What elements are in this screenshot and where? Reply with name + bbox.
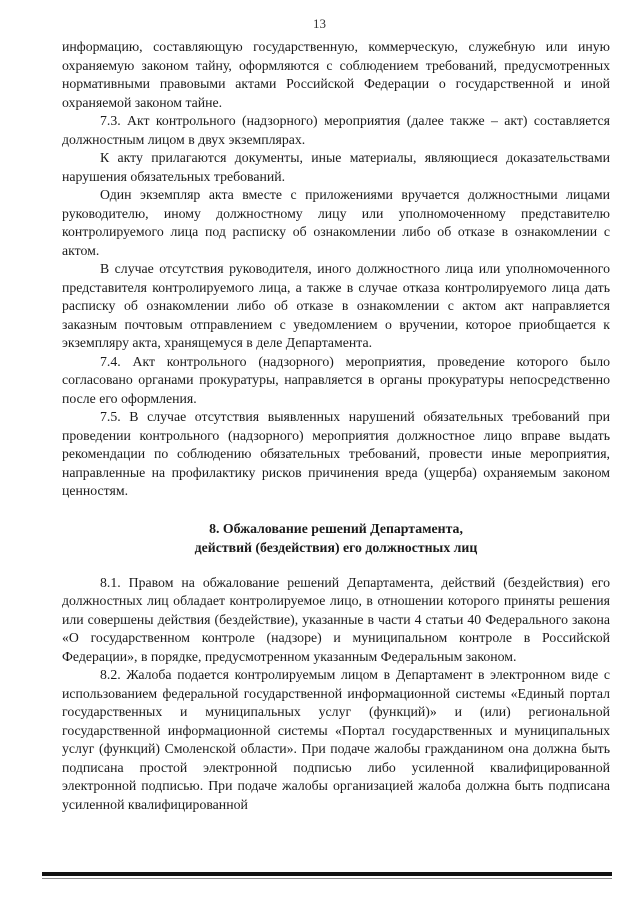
section-heading-line-2: действий (бездействия) его должностных лиц <box>194 539 478 555</box>
section-heading <box>62 519 610 557</box>
bottom-border-line <box>42 872 612 876</box>
bottom-border-line-thin <box>42 878 612 879</box>
paragraph: 7.3. Акт контрольного (надзорного) мероприятия (далее также – акт) составляется должностным лицом в двух экземплярах. <box>62 113 610 147</box>
paragraph: В случае отсутствия руководителя, иного должностного лица или уполномоченного представителя контролируемого лица, а также в случае отказа контролируемого лица дать расписку об ознакомлении либо об отказе в ознакомлении с актом акт направляется заказным почтовым отправлением с уведомлением о вручении, которое приобщается к экземпляру акта, хранящемуся в деле Департамента. <box>62 261 610 350</box>
paragraph: 7.5. В случае отсутствия выявленных нарушений обязательных требований при проведении контрольного (надзорного) мероприятия должностное лицо вправе выдать рекомендации по соблюдению обязательных требований, провести иные мероприятия, направленные на профилактику рисков причинения вреда (ущерба) охраняемым законом ценностям. <box>62 409 610 498</box>
paragraph: Один экземпляр акта вместе с приложениями вручается должностными лицами руководителю, иному должностному лицу или уполномоченному представителю контролируемого лица под расписку об ознакомлении либо об отказе в ознакомлении с актом. <box>62 187 610 258</box>
paragraph: 8.2. Жалоба подается контролируемым лицом в Департамент в электронном виде с использованием федеральной государственной информационной системы «Единый портал государственных и муниципальных услуг (функций)» и (или) региональной государственной информационной системы «Портал государственных и муниципальных услуг (функций) Смоленской области». При подаче жалобы гражданином она должна быть подписана простой электронной подписью либо усиленной квалифицированной электронной подписью. При подаче жалобы организацией жалоба должна быть подписана усиленной квалифицированной <box>62 667 610 812</box>
section-heading-line-1: 8. Обжалование решений Департамента, <box>209 520 463 536</box>
paragraph: информацию, составляющую государственную, коммерческую, служебную или иную охраняемую законом тайну, оформляются с соблюдением требований, предусмотренных нормативными правовыми актами Российской Федерации о государственной и иной охраняемой законом тайне. <box>62 39 610 110</box>
document-body <box>62 38 610 814</box>
paragraph: 7.4. Акт контрольного (надзорного) мероприятия, проведение которого было согласовано органами прокуратуры, направляется в органы прокуратуры непосредственно после его оформления. <box>62 353 610 406</box>
paragraph: 8.1. Правом на обжалование решений Департамента, действий (бездействия) его должностных лиц обладает контролируемое лицо, в отношении которого приняты решения или совершены действия (бездействие), указанные в части 4 статьи 40 Федерального закона «О государственном контроле (надзоре) и муниципальном контроле в Российской Федерации», в порядке, предусмотренном указанным Федеральным законом. <box>62 574 610 664</box>
paragraph: К акту прилагаются документы, иные материалы, являющиеся доказательствами нарушения обязательных требований. <box>62 150 610 184</box>
page-number: 13 <box>313 16 326 31</box>
